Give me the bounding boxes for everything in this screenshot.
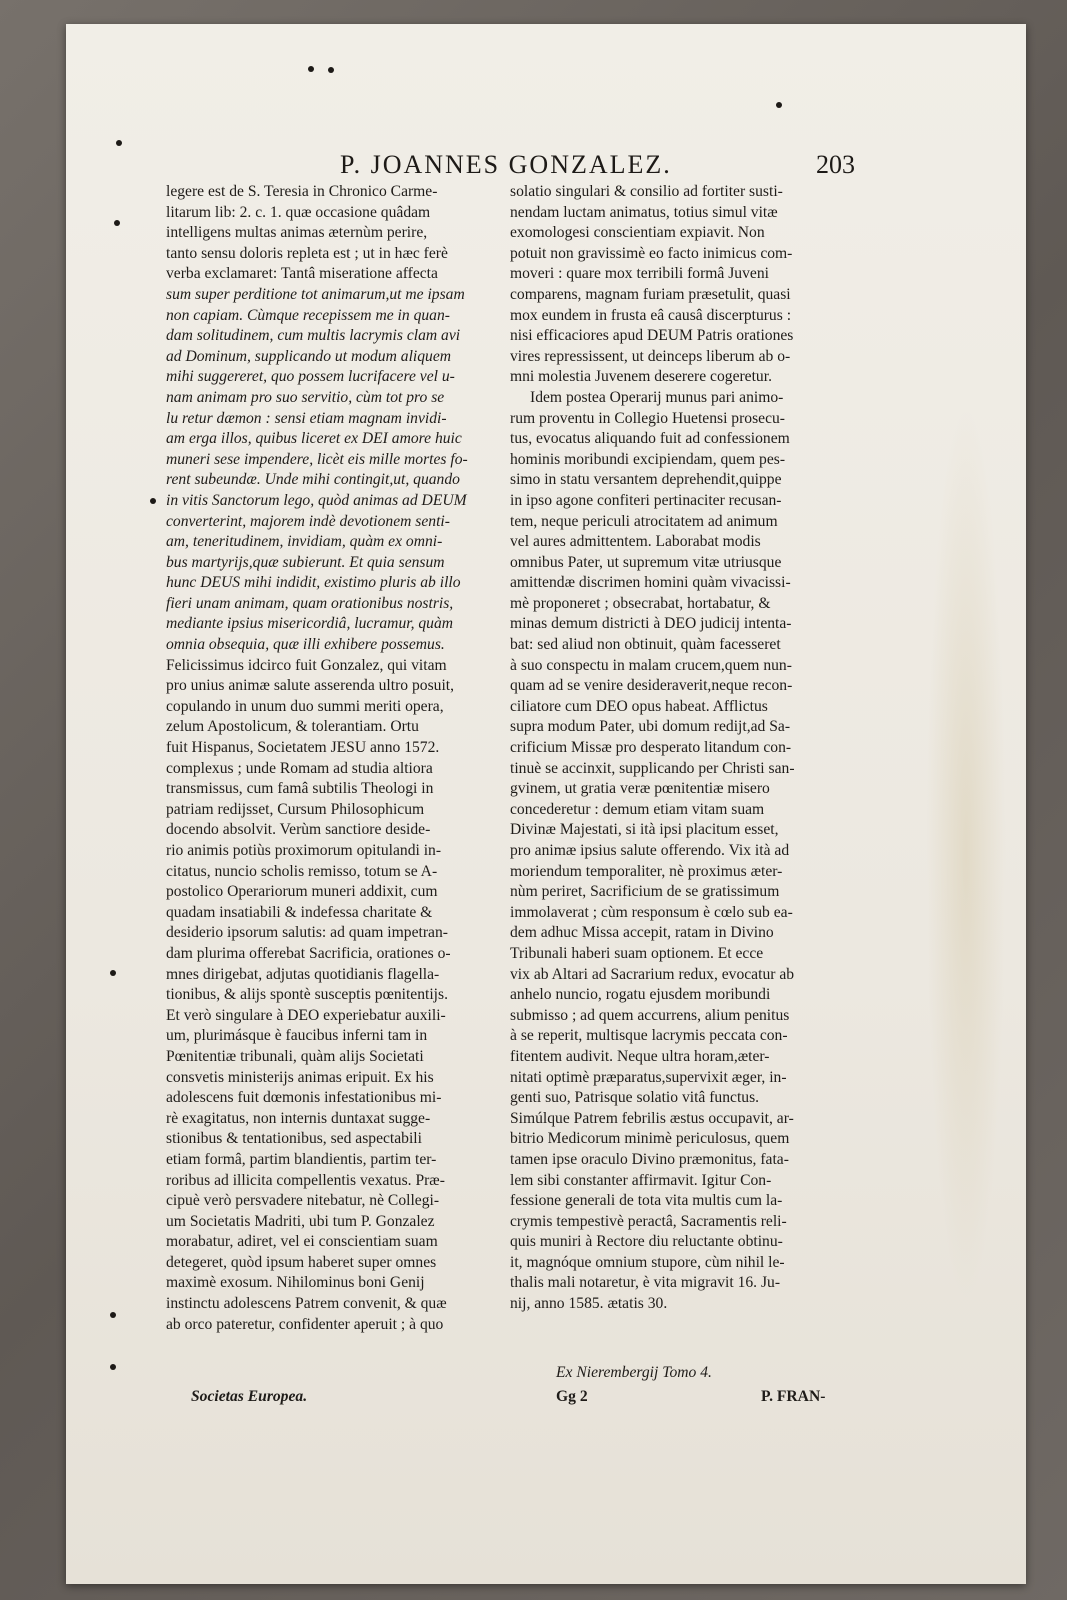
text-line: ciliatore cum DEO opus habeat. Afflictus [510,697,768,715]
text-line: quadam insatiabili & indefessa charitate & [166,903,433,921]
text-line: nitati optimè præparatus,supervixit æger, in- [510,1068,787,1086]
text-line: pro unius animæ salute asserenda ultro posuit, [166,677,455,695]
catchword-left: Societas Europea. [191,1388,308,1405]
binding-hole-dot [114,220,120,226]
text-line: Pœnitentiæ tribunali, quàm alijs Societati [166,1047,424,1065]
book-page [66,24,1026,1584]
text-line: exomologesi conscientiam expiavit. Non [510,224,765,242]
text-line: etiam formâ, partim blandientis, partim ter- [166,1150,437,1168]
page-footer [66,1364,1026,1424]
text-line: tem, neque periculi atrocitatem ad animum [510,512,778,530]
text-line: Tribunali haberi suam optionem. Et ecce [510,944,764,962]
text-line: fieri unam animam, quam orationibus nostris, [166,594,454,612]
text-line: in vitis Sanctorum lego, quòd animas ad DEUM [166,491,467,509]
binding-hole-dot [110,970,116,976]
text-line: dem adhuc Missa accepit, ratam in Divino [510,924,774,942]
text-line: vel aures admittentem. Laborabat modis [510,533,761,551]
text-line: omnibus Pater, ut supremum vitæ utriusque [510,553,782,571]
text-line: morabatur, adiret, vel ei conscientiam suam [166,1233,438,1251]
source-attribution: Ex Nierembergij Tomo 4. [556,1364,712,1381]
binding-hole-dot [110,1364,116,1370]
text-line: Divinæ Majestati, si ità ipsi placitum esset, [510,821,779,839]
text-line: immolaverat ; cùm responsum è cœlo sub ea- [510,903,793,921]
text-line: vires repressissent, ut deinceps liberum ab o- [510,347,791,365]
text-line: bitrio Medicorum minimè periculosus, quem [510,1130,790,1148]
text-line: amittendæ discrimen homini quàm vivacissi- [510,574,791,592]
text-line: converterint, majorem indè devotionem senti- [166,512,450,530]
text-line: tionibus, & alijs spontè susceptis pœnitentijs. [166,986,448,1004]
binding-hole-dot [150,498,156,504]
text-line: nisi efficaciores apud DEUM Patris orationes [510,327,794,345]
text-line: maximè exosum. Nihilominus boni Genij [166,1274,425,1292]
binding-hole-dot [776,102,782,108]
text-line: cipuè verò persvadere nitebatur, nè Collegi- [166,1192,440,1210]
text-line: rum proventu in Collegio Huetensi prosecu- [510,409,785,427]
text-line: verba exclamaret: Tantâ miseratione affecta [166,265,438,283]
catchword-right: P. FRAN- [761,1388,826,1405]
text-line: desiderio ipsorum salutis: ad quam impetran- [166,924,448,942]
text-line: mediante ipsius misericordiâ, lucramur, quàm [166,615,454,633]
text-line: ad Dominum, supplicando ut modum aliquem [166,347,452,365]
page-number: 203 [816,150,855,179]
text-line: consvetis ministerijs animas eripuit. Ex his [166,1068,434,1086]
text-line: mnes dirigebat, adjutas quotidianis flagella- [166,965,440,983]
text-line: supra modum Pater, ubi domum redijt,ad Sa- [510,718,791,736]
text-line: tus, evocatus aliquando fuit ad confessionem [510,430,790,448]
text-line: crymis tempestivè peractâ, Sacramentis reli- [510,1212,787,1230]
text-line: anhelo nuncio, rogatu ejusdem moribundi [510,986,771,1004]
text-line: sum super perditione tot animarum,ut me ipsam [166,285,465,303]
text-line: à suo conspectu in malam crucem,quem nun- [510,656,792,674]
text-line: fitentem audivit. Neque ultra horam,æter- [510,1047,770,1065]
text-line: mè proponeret ; obsecrabat, hortabatur, & [510,594,771,612]
text-line: in ipso agone confiteri pertinaciter recusan- [510,491,782,509]
text-line: Simúlque Patrem febrilis æstus occupavit, ar- [510,1109,794,1127]
text-line: mox eundem in frusta eâ causâ discerpturus : [510,306,792,324]
text-line: nam animam pro suo servitio, cùm tot pro se [166,388,445,406]
text-line: lu retur dæmon : sensi etiam magnam invidi- [166,409,447,427]
text-line: complexus ; unde Romam ad studia altiora [166,759,433,777]
binding-hole-dot [110,1312,116,1318]
text-line: solatio singulari & consilio ad fortiter susti- [510,183,783,200]
text-line: quam ad se venire desideraverit,neque recon- [510,677,793,695]
text-line: moveri : quare mox terribili formâ Juveni [510,265,769,283]
text-line: rent subeundæ. Unde mihi contingit,ut, quando [166,471,460,489]
text-line: fuit Hispanus, Societatem JESU anno 1572. [166,739,440,757]
right-column [510,182,920,1315]
text-line: am, teneritudinem, invidiam, quàm ex omni- [166,533,443,551]
text-line: intelligens multas animas æternùm perire, [166,224,428,242]
text-line: thalis mali notaretur, è vita migravit 16. Ju- [510,1274,781,1292]
text-line: concederetur : demum etiam vitam suam [510,800,765,818]
text-line: pro animæ ipsius salute offerendo. Vix ità ad [510,842,790,859]
text-line: adolescens fuit dœmonis infestationibus mi- [166,1089,442,1107]
text-line: Felicissimus idcirco fuit Gonzalez, qui vitam [166,656,447,674]
text-line: moriendum temporaliter, nè proximus æter- [510,862,783,880]
text-line: postolico Operariorum muneri addixit, cum [166,883,438,901]
text-line: lem sibi constanter affirmavit. Igitur Con- [510,1171,772,1189]
text-line: dam plurima offerebat Sacrificia, orationes o- [166,944,451,962]
text-line: zelum Apostolicum, & tolerantiam. Ortu [166,718,419,736]
text-line: nij, anno 1585. ætatis 30. [510,1295,668,1313]
text-line: mni molestia Juvenem deserere cogeretur. [510,368,772,386]
text-line: tinuè se accinxit, supplicando per Christi san- [510,759,795,777]
text-line: ab orco pateretur, confidenter aperuit ; à quo [166,1315,444,1333]
text-line: instinctu adolescens Patrem convenit, & quæ [166,1295,447,1313]
text-line: mihi suggereret, quo possem lucrifacere vel u- [166,368,455,386]
page-header [66,128,1026,178]
text-line: dam solitudinem, cum multis lacrymis clam avi [166,327,461,345]
text-line: litarum lib: 2. c. 1. quæ occasione quâdam [166,203,431,221]
text-line: gvinem, ut gratia veræ pœnitentiæ misero [510,780,770,798]
text-line: crificium Missæ pro desperato litandum con- [510,739,792,757]
text-line: nùm periret, Sacrificium de se gratissimum [510,883,780,901]
text-line: minas demum districti à DEO judicij intenta- [510,615,792,633]
binding-hole-dot [116,140,122,146]
text-line: transmissus, cum famâ subtilis Theologi in [166,780,434,798]
text-line: hominis moribundi excipiendam, quem pes- [510,450,786,468]
text-line: rè exagitatus, non internis duntaxat sugge- [166,1109,431,1127]
text-line: rio animis potiùs proximorum opitulandi in- [166,842,442,859]
text-line: simo in statu versantem deprehendit,quippe [510,471,782,489]
text-line: vix ab Altari ad Sacrarium redux, evocatur ab [510,965,795,983]
text-line: non capiam. Cùmque recepissem me in quan- [166,306,450,324]
running-title: P. JOANNES GONZALEZ. [340,150,672,179]
left-column [166,182,562,1335]
text-line: docendo absolvit. Verùm sanctiore deside- [166,821,431,839]
text-line: patriam redijsset, Cursum Philosophicum [166,800,425,818]
text-line: um Societatis Madriti, ubi tum P. Gonzalez [166,1212,435,1230]
text-line: stionibus & tentationibus, sed aspectabili [166,1130,422,1148]
text-line: am erga illos, quibus liceret ex DEI amore huic [166,430,462,448]
text-line: submisso ; ad quem accurrens, alium penitus [510,1006,790,1024]
text-line: copulando in unum duo summi meriti opera, [166,697,444,715]
text-line: à se reperit, multisque lacrymis peccata con- [510,1027,788,1045]
binding-hole-dot [328,67,334,73]
text-line: nendam luctam animatus, totius simul vitæ [510,203,778,221]
binding-hole-dot [308,66,314,72]
text-line: Idem postea Operarij munus pari animo- [530,388,784,406]
text-line: comparens, magnam furiam præsetulit, quasi [510,285,791,303]
text-line: citatus, nuncio scholis remisso, totum se A- [166,862,438,880]
text-line: potuit non gravissimè eo facto inimicus com- [510,244,793,262]
text-line: tamen ipse oraculo Divino præmonitus, fata- [510,1150,789,1168]
text-line: bat: sed aliud non obtinuit, quàm facesseret [510,636,781,654]
text-line: it, magnóque omnium stupore, cùm nihil le- [510,1253,785,1271]
text-line: fessione generali de tota vita multis cum la- [510,1192,783,1210]
text-line: hunc DEUS mihi indidit, existimo pluris ab illo [166,574,461,592]
text-line: detegeret, quòd ipsum haberet super omnes [166,1253,437,1271]
text-line: muneri sese impendere, licèt eis mille mortes fo- [166,450,468,468]
text-line: quis muniri à Rectore diu reluctante obtinu- [510,1233,783,1251]
text-line: genti suo, Patrisque solatio vitâ functus. [510,1089,760,1107]
text-line: roribus ad illicita compellentis vexatus. Præ- [166,1171,445,1189]
text-line: omnia obsequia, quæ illi exhibere possemus. [166,636,445,654]
text-line: tanto sensu doloris repleta est ; ut in hæc ferè [166,244,448,262]
text-line: um, plurimásque è faucibus inferni tam in [166,1027,428,1045]
signature-mark: Gg 2 [556,1388,588,1405]
text-line: Et verò singulare à DEO experiebatur auxili- [166,1006,446,1024]
text-line: bus martyrijs,quæ subierunt. Et quia sensum [166,553,445,571]
text-line: legere est de S. Teresia in Chronico Carme- [166,183,438,200]
